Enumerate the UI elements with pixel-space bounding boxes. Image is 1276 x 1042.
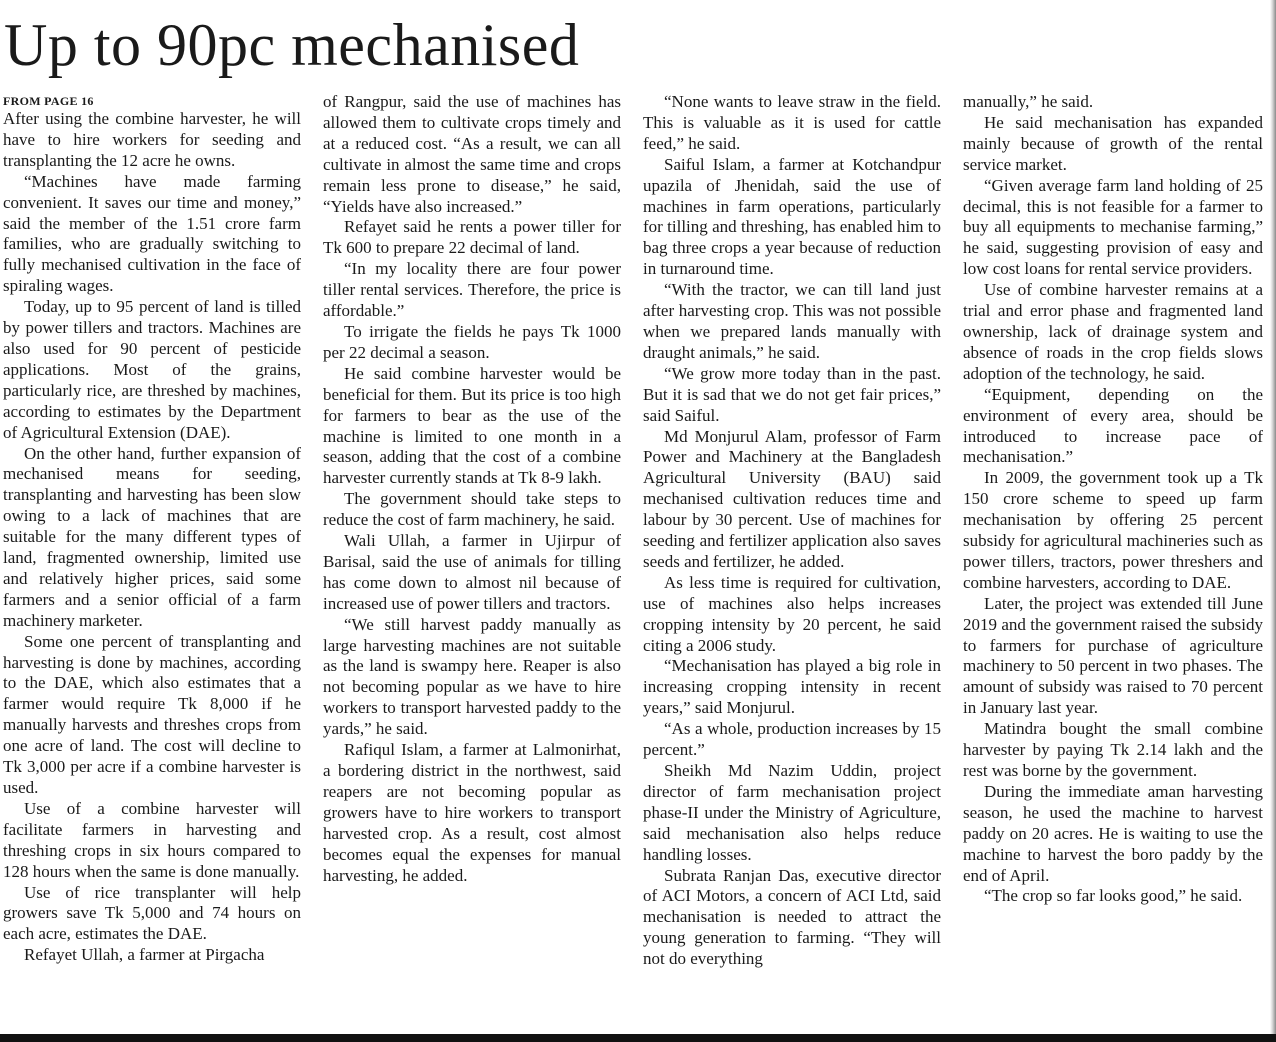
paragraph: “In my locality there are four power tiller rental services. Therefore, the price is affordable.”	[323, 259, 621, 321]
paragraph: As less time is required for cultivation, use of machines also helps increases cropping intensity by 20 percent, he said citing a 2006 study.	[643, 572, 941, 655]
article-column-3	[643, 92, 941, 1034]
paragraph: After using the combine harvester, he will have to hire workers for seeding and transplanting the 12 acre he owns.	[3, 109, 301, 170]
paragraph: Refayet Ullah, a farmer at Pirgacha	[24, 945, 265, 965]
paragraph: Sheikh Md Nazim Uddin, project director of farm mechanisation project phase-II under the Ministry of Agriculture, said mechanisation also helps reduce handling losses.	[643, 761, 941, 864]
article-column-4	[963, 92, 1263, 1034]
paragraph: Refayet said he rents a power tiller for Tk 600 to prepare 22 decimal of land.	[323, 217, 621, 258]
paragraph: Subrata Ranjan Das, executive director of ACI Motors, a concern of ACI Ltd, said mechanisation is needed to attract the young generation to farming. “They will not do everything	[643, 865, 941, 969]
paragraph: manually,” he said.	[963, 92, 1094, 111]
paragraph: Today, up to 95 percent of land is tilled by power tillers and tractors. Machines are also used for 90 percent of pesticide applications. Most of the grains, particularly rice, are threshed by machines, according to estimates by the Department of Agricultural Extension (DAE).	[3, 297, 301, 442]
paragraph: During the immediate aman harvesting season, he used the machine to harvest paddy on 20 acres. He is waiting to use the machine to harvest the boro paddy by the end of April.	[963, 781, 1263, 885]
paragraph: “Machines have made farming convenient. It saves our time and money,” said the member of the 1.51 crore farm families, who are gradually switching to fully mechanised cultivation in the face of spiraling wages.	[3, 171, 301, 296]
paragraph: To irrigate the fields he pays Tk 1000 per 22 decimal a season.	[323, 321, 621, 362]
page-edge-shadow	[1270, 0, 1276, 1042]
article-column-1	[3, 92, 301, 1034]
paragraph: “We still harvest paddy manually as large harvesting machines are not suitable as the land is swampy here. Reaper is also not becoming popular as we have to hire workers to transport harvested paddy to the yards,” he said.	[323, 614, 621, 739]
paragraph: Use of combine harvester remains at a trial and error phase and fragmented land ownership, lack of drainage system and absence of roads in the crop fields slows adoption of the technology, he said.	[963, 280, 1263, 383]
paragraph: Wali Ullah, a farmer in Ujirpur of Barisal, said the use of animals for tilling has come down to almost nil because of increased use of power tillers and tractors.	[323, 531, 621, 613]
paragraph: “Given average farm land holding of 25 decimal, this is not feasible for a farmer to buy all equipments to mechanise farming,” he said, suggesting provision of easy and low cost loans for rental service providers.	[963, 175, 1263, 279]
paragraph: Md Monjurul Alam, professor of Farm Power and Machinery at the Bangladesh Agricultural University (BAU) said mechanised cultivation reduces time and labour by 30 percent. Use of machines for seeding and fertilizer application also saves seeds and fertilizer, he added.	[643, 426, 941, 571]
paragraph: In 2009, the government took up a Tk 150 crore scheme to speed up farm mechanisation by offering 25 percent subsidy for agricultural machineries such as power tillers, tractors, power threshers and combine harvesters, according to DAE.	[963, 468, 1263, 592]
paragraph: Matindra bought the small combine harvester by paying Tk 2.14 lakh and the rest was borne by the government.	[963, 719, 1263, 780]
paragraph: “As a whole, production increases by 15 percent.”	[643, 719, 941, 760]
paragraph: “We grow more today than in the past. But it is sad that we do not get fair prices,” said Saiful.	[643, 363, 941, 425]
paragraph: Use of a combine harvester will facilitate farmers in harvesting and threshing crops in six hours compared to 128 hours when the same is done manually.	[3, 798, 301, 881]
paragraph: “None wants to leave straw in the field. This is valuable as it is used for cattle feed,” he said.	[643, 92, 941, 153]
paragraph: On the other hand, further expansion of mechanised means for seeding, transplanting and harvesting has been slow owing to a lack of machines that are suitable for the many different types of land, fragmented ownership, limited use and relatively higher prices, said some farmers and a senior official of a farm machinery marketer.	[3, 443, 301, 630]
bottom-rule	[0, 1034, 1276, 1042]
paragraph: Later, the project was extended till June 2019 and the government raised the subsidy to farmers for purchase of agriculture machinery to 50 percent in two phases. The amount of subsidy was raised to 70 percent in January last year.	[963, 593, 1263, 718]
paragraph: “With the tractor, we can till land just after harvesting crop. This was not possible when we prepared lands manually with draught animals,” he said.	[643, 280, 941, 362]
paragraph: “Equipment, depending on the environment of every area, should be introduced to increase pace of mechanisation.”	[963, 384, 1263, 467]
paragraph: Some one percent of transplanting and harvesting is done by machines, according to the DAE, which also estimates that a farmer would require Tk 8,000 if he manually harvests and threshes crops from one acre of land. The cost will decline to Tk 3,000 per acre if a combine harvester is used.	[3, 631, 301, 797]
article-column-2	[323, 92, 621, 1034]
paragraph: Rafiqul Islam, a farmer at Lalmonirhat, a bordering district in the northwest, said reapers are not becoming popular as growers have to hire workers to transport harvested crop. As a result, cost almost becomes equal the expenses for manual harvesting, he added.	[323, 740, 621, 885]
paragraph: Use of rice transplanter will help growers save Tk 5,000 and 74 hours on each acre, estimates the DAE.	[3, 882, 301, 944]
paragraph: of Rangpur, said the use of machines has allowed them to cultivate crops timely and at a reduced cost. “As a result, we can all cultivate in almost the same time and crops remain less prone to disease,” he said, “Yields have also increased.”	[323, 92, 621, 216]
from-page-kicker: FROM PAGE 16	[3, 94, 94, 108]
paragraph: Saiful Islam, a farmer at Kotchandpur upazila of Jhenidah, said the use of machines in farm operations, particularly for tilling and threshing, has enabled him to bag three crops a year because of reduction in turnaround time.	[643, 154, 941, 279]
headline: Up to 90pc mechanised	[4, 12, 580, 78]
paragraph: He said mechanisation has expanded mainly because of growth of the rental service market.	[963, 112, 1263, 174]
paragraph: “Mechanisation has played a big role in increasing cropping intensity in recent years,” said Monjurul.	[643, 656, 941, 718]
paragraph: He said combine harvester would be beneficial for them. But its price is too high for farmers to bear as the use of the machine is limited to one month in a season, adding that the cost of a combine harvester currently stands at Tk 8-9 lakh.	[323, 363, 621, 488]
paragraph: The government should take steps to reduce the cost of farm machinery, he said.	[323, 489, 621, 530]
paragraph: “The crop so far looks good,” he said.	[984, 886, 1243, 906]
